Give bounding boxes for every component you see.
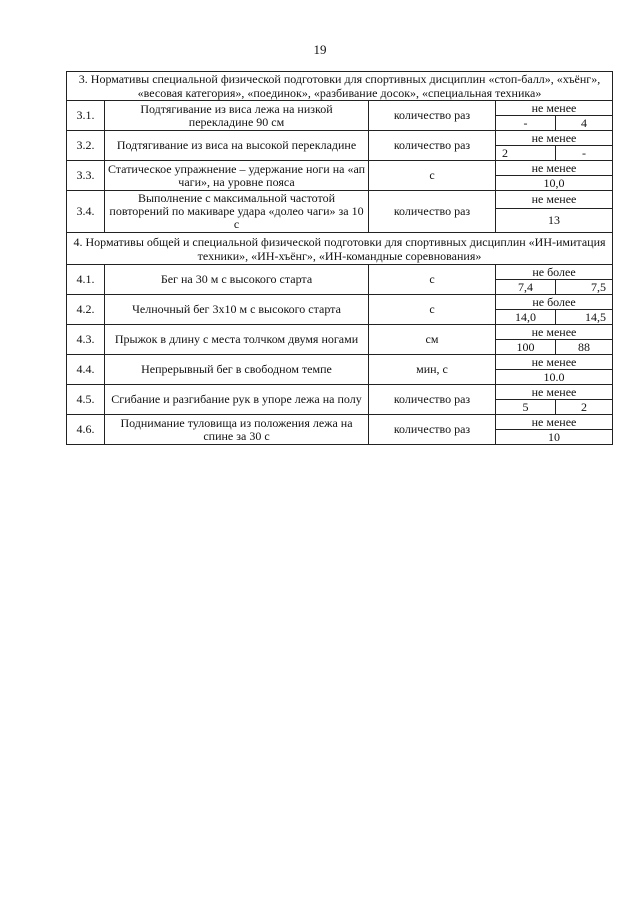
value-girls: -	[556, 146, 613, 161]
table-row	[67, 355, 613, 370]
value-all: 10.0	[496, 370, 613, 385]
section-header	[67, 72, 613, 101]
criterion: не более	[496, 295, 613, 310]
exercise-name: Прыжок в длину с места толчком двумя ногами	[105, 325, 369, 355]
unit: с	[369, 295, 496, 325]
exercise-name: Выполнение с максимальной частотой повторений по макиваре удара «долео чаги» за 10 с	[105, 191, 369, 233]
row-number: 4.4.	[67, 355, 105, 385]
value-all: 10	[496, 430, 613, 445]
unit: количество раз	[369, 191, 496, 233]
exercise-name: Сгибание и разгибание рук в упоре лежа на полу	[105, 385, 369, 415]
value-boys: 14,0	[496, 310, 556, 325]
exercise-name: Статическое упражнение – удержание ноги на «ап чаги», на уровне пояса	[105, 161, 369, 191]
table-row	[67, 385, 613, 400]
exercise-name: Подтягивание из виса лежа на низкой перекладине 90 см	[105, 101, 369, 131]
exercise-name: Подтягивание из виса на высокой перекладине	[105, 131, 369, 161]
unit: количество раз	[369, 415, 496, 445]
value-boys: 7,4	[496, 280, 556, 295]
criterion: не менее	[496, 355, 613, 370]
value-all: 13	[496, 209, 613, 233]
value-girls: 2	[556, 400, 613, 415]
exercise-name: Челночный бег 3x10 м с высокого старта	[105, 295, 369, 325]
unit: мин, с	[369, 355, 496, 385]
row-number: 3.1.	[67, 101, 105, 131]
unit: количество раз	[369, 101, 496, 131]
table-row	[67, 191, 613, 209]
value-girls: 88	[556, 340, 613, 355]
table-row	[67, 295, 613, 310]
value-boys: 5	[496, 400, 556, 415]
norms-table	[66, 71, 613, 445]
value-boys: 100	[496, 340, 556, 355]
criterion: не менее	[496, 385, 613, 400]
table-row	[67, 415, 613, 430]
section-title: 4. Нормативы общей и специальной физической подготовки для спортивных дисциплин «ИН-имитация техники», «ИН-хъёнг», «ИН-командные соревнования»	[67, 233, 613, 265]
value-girls: 4	[556, 116, 613, 131]
table-row	[67, 265, 613, 280]
value-boys: 2	[496, 146, 556, 161]
criterion: не менее	[496, 415, 613, 430]
table-row	[67, 131, 613, 146]
value-all: 10,0	[496, 176, 613, 191]
table-row	[67, 101, 613, 116]
unit: с	[369, 161, 496, 191]
criterion: не менее	[496, 161, 613, 176]
page-number: 19	[313, 42, 327, 57]
value-girls: 14,5	[556, 310, 613, 325]
row-number: 3.3.	[67, 161, 105, 191]
unit: см	[369, 325, 496, 355]
section-header	[67, 233, 613, 265]
table-row	[67, 325, 613, 340]
criterion: не менее	[496, 101, 613, 116]
row-number: 4.3.	[67, 325, 105, 355]
criterion: не менее	[496, 131, 613, 146]
unit: с	[369, 265, 496, 295]
row-number: 4.2.	[67, 295, 105, 325]
exercise-name: Бег на 30 м с высокого старта	[105, 265, 369, 295]
value-girls: 7,5	[556, 280, 613, 295]
unit: количество раз	[369, 385, 496, 415]
row-number: 3.4.	[67, 191, 105, 233]
row-number: 4.6.	[67, 415, 105, 445]
table-row	[67, 161, 613, 176]
row-number: 4.1.	[67, 265, 105, 295]
exercise-name: Поднимание туловища из положения лежа на спине за 30 с	[105, 415, 369, 445]
section-title: 3. Нормативы специальной физической подготовки для спортивных дисциплин «стоп-балл», «хъёнг», «весовая категория», «поединок», «разбивание досок», «специальная техника»	[67, 72, 613, 101]
exercise-name: Непрерывный бег в свободном темпе	[105, 355, 369, 385]
unit: количество раз	[369, 131, 496, 161]
criterion: не менее	[496, 325, 613, 340]
row-number: 4.5.	[67, 385, 105, 415]
row-number: 3.2.	[67, 131, 105, 161]
criterion: не более	[496, 265, 613, 280]
value-boys: -	[496, 116, 556, 131]
criterion: не менее	[496, 191, 613, 209]
